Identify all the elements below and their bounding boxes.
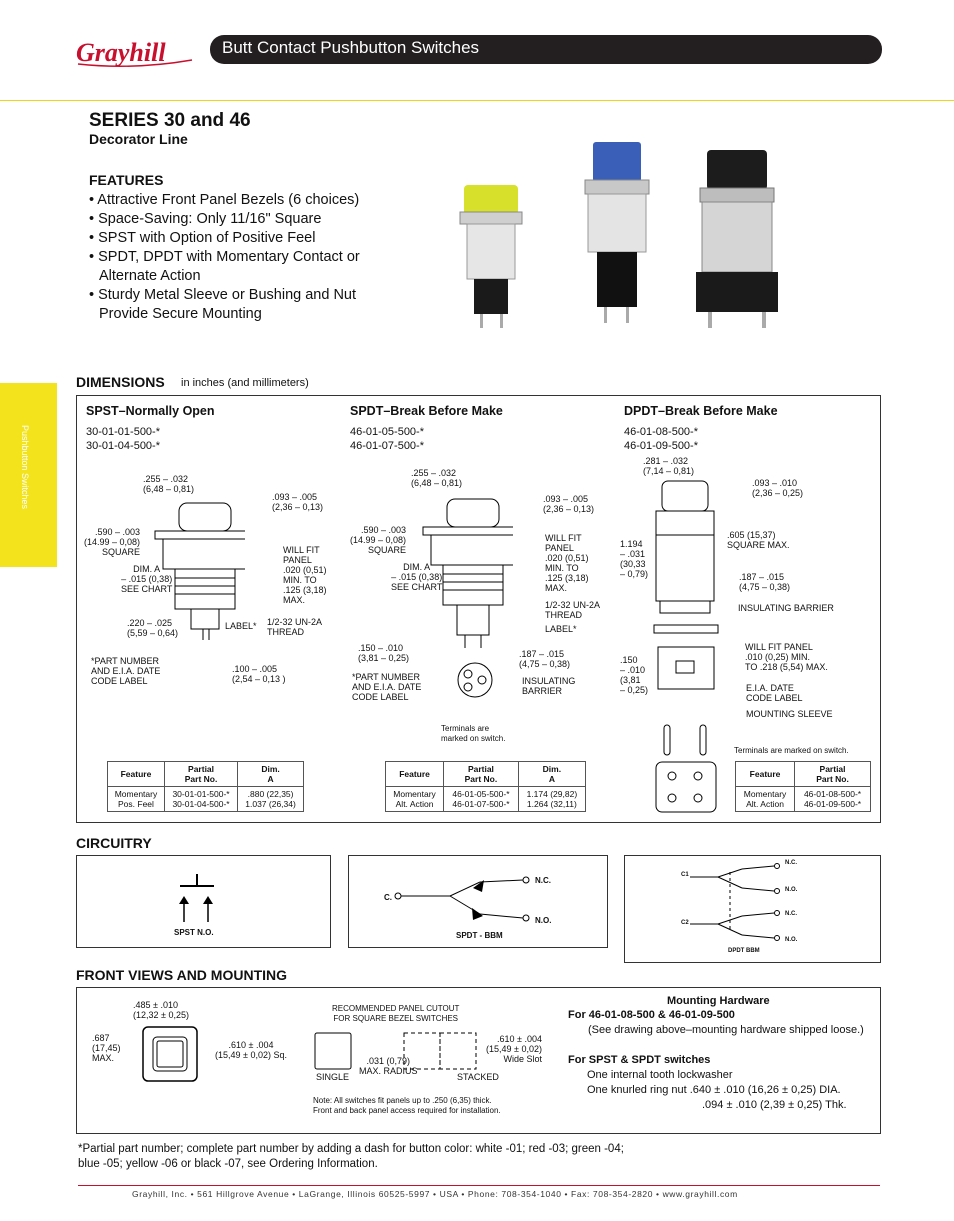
spdt-insulating-barrier: INSULATING BARRIER bbox=[522, 676, 576, 696]
spdt-part-2: 46-01-07-500-* bbox=[350, 440, 424, 452]
spdt-dim-e: DIM. A – .015 (0,38) SEE CHART bbox=[391, 562, 443, 592]
spst-part-1: 30-01-01-500-* bbox=[86, 426, 160, 438]
table-cell: 1.174 (29,82) 1.264 (32,11) bbox=[518, 787, 585, 812]
dpdt-dim-a: .281 – .032 (7,14 – 0,81) bbox=[643, 456, 695, 476]
table-header: Feature bbox=[386, 762, 444, 787]
dpdt-c2-label: C2 bbox=[681, 920, 689, 926]
table-header: Partial Part No. bbox=[164, 762, 237, 787]
spdt-label: LABEL* bbox=[545, 624, 577, 634]
hardware-text-1: (See drawing above–mounting hardware shipped loose.) bbox=[588, 1024, 864, 1036]
series-title: SERIES 30 and 46 bbox=[89, 110, 251, 131]
table-header: Partial Part No. bbox=[444, 762, 519, 787]
spdt-dim-c: .590 – .003 (14.99 – 0,08) SQUARE bbox=[350, 525, 407, 555]
spst-label: LABEL* bbox=[225, 621, 257, 631]
stacked-label: STACKED bbox=[457, 1072, 499, 1082]
spst-dim-f: .220 – .025 (5,59 – 0,64) bbox=[127, 618, 179, 638]
spdt-nc-label: N.C. bbox=[535, 876, 551, 885]
dpdt-circuit-symbol bbox=[690, 860, 790, 945]
single-label: SINGLE bbox=[316, 1072, 350, 1082]
dpdt-dim-b: .093 – .010 (2,36 – 0,25) bbox=[752, 478, 804, 498]
hardware-text-2: One internal tooth lockwasher bbox=[587, 1069, 733, 1081]
spst-title: SPST–Normally Open bbox=[86, 404, 215, 418]
dpdt-nc1-label: N.C. bbox=[785, 860, 797, 866]
feature-item: • SPDT, DPDT with Momentary Contact or Alternate Action bbox=[89, 249, 360, 284]
features-heading: FEATURES bbox=[89, 172, 164, 188]
dpdt-panel-note: WILL FIT PANEL .010 (0,25) MIN. TO .218 (5,54) MAX. bbox=[745, 642, 828, 672]
table-header: Dim. A bbox=[238, 762, 304, 787]
table-cell: 30-01-01-500-* 30-01-04-500-* bbox=[164, 787, 237, 812]
front-dim-1: .485 ± .010 (12,32 ± 0,25) bbox=[133, 1000, 189, 1020]
feature-item: • Sturdy Metal Sleeve or Bushing and Nut Provide Secure Mounting bbox=[89, 287, 357, 322]
table-cell: 46-01-08-500-* 46-01-09-500-* bbox=[795, 787, 871, 812]
dpdt-table bbox=[735, 761, 871, 812]
dimensions-heading: DIMENSIONS bbox=[76, 374, 165, 390]
spdt-circuit-label: SPDT - BBM bbox=[456, 931, 503, 940]
cutout-title: RECOMMENDED PANEL CUTOUT FOR SQUARE BEZEL SWITCHES bbox=[332, 1004, 460, 1023]
spst-part-note: *PART NUMBER AND E.I.A. DATE CODE LABEL bbox=[91, 656, 161, 686]
table-row bbox=[736, 787, 871, 812]
spst-circuit-label: SPST N.O. bbox=[174, 928, 214, 937]
table-cell: Momentary Alt. Action bbox=[386, 787, 444, 812]
product-photos bbox=[450, 140, 795, 335]
panel-note: Note: All switches fit panels up to .250 (6,35) thick. Front and back panel access required for installation. bbox=[313, 1096, 501, 1115]
spst-dim-d: WILL FIT PANEL .020 (0,51) MIN. TO .125 (3,18) MAX. bbox=[283, 545, 327, 605]
dpdt-no1-label: N.O. bbox=[785, 887, 798, 893]
stacked-dim: .610 ± .004 (15,49 ± 0,02) Wide Slot bbox=[486, 1034, 542, 1064]
table-cell: .880 (22,35) 1.037 (26,34) bbox=[238, 787, 304, 812]
hardware-text-4: .094 ± .010 (2,39 ± 0,25) Thk. bbox=[702, 1099, 847, 1111]
circuitry-heading: CIRCUITRY bbox=[76, 835, 152, 851]
table-header-row bbox=[386, 762, 586, 787]
spst-dim-b: .093 – .005 (2,36 – 0,13) bbox=[272, 492, 324, 512]
cutout-dim: .610 ± .004 (15,49 ± 0,02) Sq. bbox=[215, 1040, 287, 1060]
table-header: Feature bbox=[736, 762, 795, 787]
front-dim-2: .687 (17,45) MAX. bbox=[92, 1033, 121, 1063]
dpdt-c1-label: C1 bbox=[681, 872, 689, 878]
table-header-row bbox=[108, 762, 304, 787]
spdt-terminal-note: Terminals are marked on switch. bbox=[441, 724, 506, 743]
spst-part-2: 30-01-04-500-* bbox=[86, 440, 160, 452]
blue-switch-photo bbox=[585, 142, 649, 323]
footnote: *Partial part number; complete part number by adding a dash for button color: white -01; red -03; green -04; blue -05; yellow -06 or black -07, see Ordering Information. bbox=[78, 1143, 624, 1170]
spdt-table bbox=[385, 761, 586, 812]
dpdt-dim-e: .187 – .015 (4,75 – 0,38) bbox=[739, 572, 791, 592]
yellow-switch-photo bbox=[460, 185, 522, 328]
black-switch-photo bbox=[696, 150, 778, 328]
spdt-dim-a: .255 – .032 (6,48 – 0,81) bbox=[411, 468, 463, 488]
spdt-title: SPDT–Break Before Make bbox=[350, 404, 503, 418]
table-cell: Momentary Alt. Action bbox=[736, 787, 795, 812]
dpdt-title: DPDT–Break Before Make bbox=[624, 404, 778, 418]
spdt-dim-h: .150 – .010 (3,81 – 0,25) bbox=[358, 643, 410, 663]
spdt-c-label: C. bbox=[384, 893, 392, 902]
table-cell: 46-01-05-500-* 46-01-07-500-* bbox=[444, 787, 519, 812]
feature-item: • SPST with Option of Positive Feel bbox=[89, 230, 316, 246]
dpdt-mounting-sleeve: MOUNTING SLEEVE bbox=[746, 709, 833, 719]
dpdt-part-1: 46-01-08-500-* bbox=[624, 426, 698, 438]
spst-dim-e: DIM. A – .015 (0,38) SEE CHART bbox=[121, 564, 173, 594]
spst-dim-j: .100 – .005 (2,54 – 0,13 ) bbox=[232, 664, 286, 684]
dpdt-dim-d: 1.194 – .031 (30,33 – 0,79) bbox=[620, 539, 649, 579]
dpdt-no2-label: N.O. bbox=[785, 937, 798, 943]
dpdt-nc2-label: N.C. bbox=[785, 911, 797, 917]
table-header-row bbox=[736, 762, 871, 787]
dimensions-note: in inches (and millimeters) bbox=[181, 377, 309, 389]
spdt-terminal-view bbox=[455, 660, 495, 700]
table-cell: Momentary Pos. Feel bbox=[108, 787, 165, 812]
front-views-heading: FRONT VIEWS AND MOUNTING bbox=[76, 967, 288, 983]
spst-circuit-symbol bbox=[170, 870, 230, 925]
grayhill-logo bbox=[74, 34, 199, 70]
dpdt-code-label: E.I.A. DATE CODE LABEL bbox=[746, 683, 803, 703]
dpdt-dim-h: .150 – .010 (3,81 – 0,25) bbox=[620, 655, 649, 695]
hardware-text-3: One knurled ring nut .640 ± .010 (16,26 ± 0,25) DIA. bbox=[587, 1084, 841, 1096]
series-subtitle: Decorator Line bbox=[89, 131, 188, 147]
dpdt-circuit-label: DPDT BBM bbox=[728, 948, 760, 954]
spdt-circuit-symbol bbox=[390, 866, 540, 936]
header-rule bbox=[0, 100, 954, 101]
spdt-no-label: N.O. bbox=[535, 916, 552, 925]
table-header: Partial Part No. bbox=[795, 762, 871, 787]
dpdt-drawing bbox=[650, 475, 725, 765]
feature-item: • Attractive Front Panel Bezels (6 choices) bbox=[89, 192, 360, 208]
side-tab-label: Pushbutton Switches bbox=[20, 425, 30, 510]
page-title: Butt Contact Pushbutton Switches bbox=[222, 38, 480, 57]
radius-note: .031 (0,79) MAX. RADIUS bbox=[359, 1056, 418, 1076]
svg-text:Grayhill: Grayhill bbox=[76, 38, 166, 67]
hardware-for-2: For SPST & SPDT switches bbox=[568, 1054, 711, 1066]
spst-dim-c: .590 – .003 (14.99 – 0,08) SQUARE bbox=[84, 527, 141, 557]
features-list bbox=[89, 191, 379, 324]
dpdt-part-2: 46-01-09-500-* bbox=[624, 440, 698, 452]
spdt-dim-i: .187 – .015 (4,75 – 0,38) bbox=[519, 649, 571, 669]
footer-contact: Grayhill, Inc. • 561 Hillgrove Avenue • LaGrange, Illinois 60525-5997 • USA • Phone: 708-354-1040 • Fax: 708-354-2820 • www.grayhill.com bbox=[132, 1189, 738, 1199]
hardware-for-1: For 46-01-08-500 & 46-01-09-500 bbox=[568, 1009, 735, 1021]
bezel-front-view bbox=[140, 1024, 200, 1084]
dpdt-terminal-view bbox=[652, 758, 720, 816]
table-row bbox=[386, 787, 586, 812]
table-row bbox=[108, 787, 304, 812]
dpdt-insulating-barrier: INSULATING BARRIER bbox=[738, 603, 834, 613]
dpdt-terminal-note: Terminals are marked on switch. bbox=[734, 746, 849, 755]
table-header: Dim. A bbox=[518, 762, 585, 787]
spdt-part-1: 46-01-05-500-* bbox=[350, 426, 424, 438]
spst-thread: 1/2-32 UN-2A THREAD bbox=[267, 617, 323, 637]
spdt-dim-d: WILL FIT PANEL .020 (0,51) MIN. TO .125 (3,18) MAX. bbox=[545, 533, 589, 593]
dpdt-dim-c: .605 (15,37) SQUARE MAX. bbox=[727, 530, 790, 550]
spdt-dim-b: .093 – .005 (2,36 – 0,13) bbox=[543, 494, 595, 514]
spst-table bbox=[107, 761, 304, 812]
footer-rule bbox=[78, 1185, 880, 1186]
spst-dim-a: .255 – .032 (6,48 – 0,81) bbox=[143, 474, 195, 494]
table-header: Feature bbox=[108, 762, 165, 787]
spdt-part-note: *PART NUMBER AND E.I.A. DATE CODE LABEL bbox=[352, 672, 422, 702]
hardware-title: Mounting Hardware bbox=[667, 995, 770, 1007]
feature-item: • Space-Saving: Only 11/16" Square bbox=[89, 211, 322, 227]
spdt-thread: 1/2-32 UN-2A THREAD bbox=[545, 600, 601, 620]
